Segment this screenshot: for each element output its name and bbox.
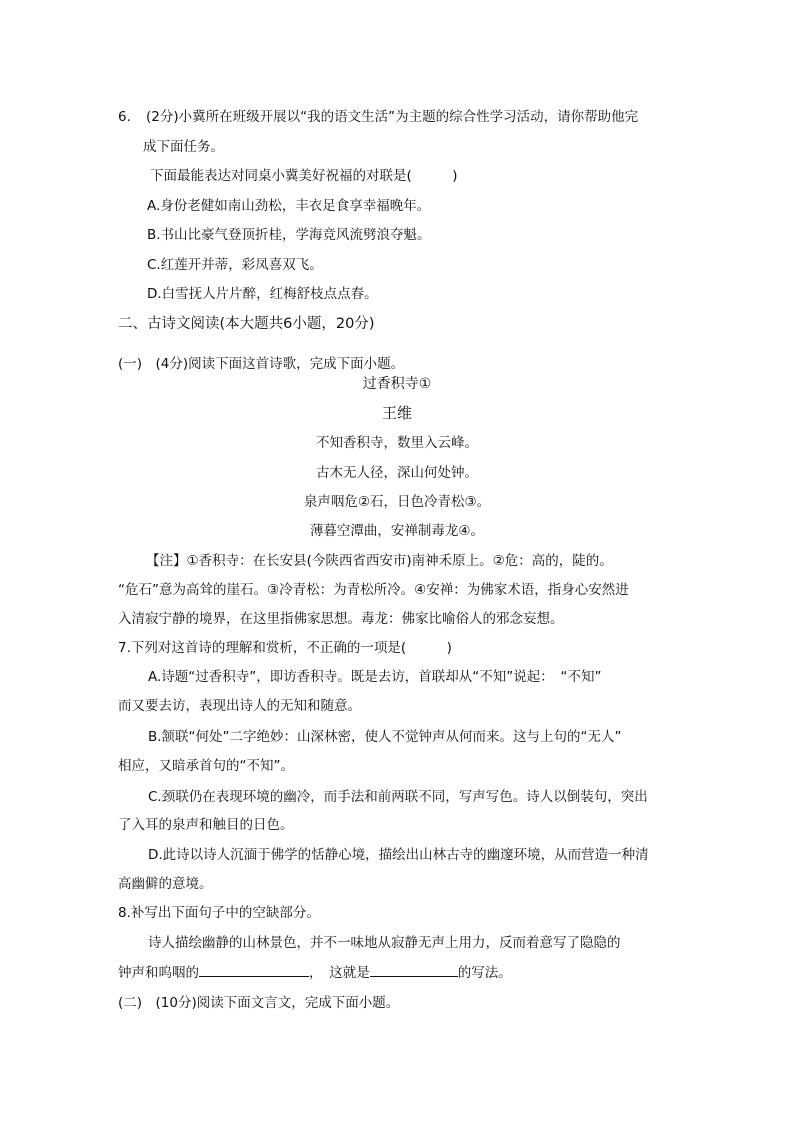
q7-option-d-line-2: 高幽僻的意境。 — [118, 876, 213, 892]
q8-line-2-end: 的写法。 — [457, 965, 512, 981]
poem-line-1: 不知香积寺，数里入云峰。 — [316, 435, 478, 451]
note-line-1: 【注】①香积寺：在长安县(今陕西省西安市)南神禾原上。②危：高的，陡的。 — [146, 553, 613, 569]
q6-option-c: C.红莲开并蒂，彩凤喜双飞。 — [147, 257, 323, 273]
q7-option-c-line-1: C.颈联仍在表现环境的幽冷，而手法和前两联不同，写声写色。诗人以倒装句，突出 — [148, 789, 648, 805]
q7-option-b-line-1: B.颔联“何处”二字绝妙：山深林密，使人不觉钟声从何而来。这与上句的“无人” — [148, 729, 622, 745]
q8-answer-blank-1[interactable] — [199, 962, 309, 977]
q8-line-2-start: 钟声和呜咽的 — [118, 965, 199, 981]
section-2-heading: 二、古诗文阅读(本大题共6小题，20分) — [118, 316, 375, 332]
q6-stem-line-1: (2分)小冀所在班级开展以“我的语文生活”为主题的综合性学习活动，请你帮助他完 — [146, 109, 639, 125]
q8-answer-blank-2[interactable] — [370, 962, 458, 977]
part-2-intro: (二) (10分)阅读下面文言文，完成下面小题。 — [118, 995, 400, 1011]
poem-line-4: 薄暮空潭曲，安禅制毒龙④。 — [309, 523, 485, 539]
q8-line-2-middle: ， 这就是 — [309, 965, 370, 981]
q6-option-b: B.书山比豪气登顶折桂，学海竞风流劈浪夺魁。 — [147, 227, 431, 243]
q7-option-a-line-2: 而又要去访，表现出诗人的无知和随意。 — [118, 698, 361, 714]
part-1-intro: (一) (4分)阅读下面这首诗歌，完成下面小题。 — [118, 356, 405, 372]
q7-option-c-line-2: 了入耳的泉声和触目的日色。 — [118, 817, 294, 833]
poem-author: 王维 — [381, 404, 412, 422]
poem-line-2: 古木无人径，深山何处钟。 — [316, 465, 478, 481]
q6-number: 6. — [118, 109, 131, 125]
q7-stem: 7.下列对这首诗的理解和赏析，不正确的一项是( ) — [118, 640, 452, 656]
q6-option-d: D.白雪抚人片片醉，红梅舒枝点点春。 — [147, 286, 378, 302]
poem-line-3: 泉声咽危②石，日色冷青松③。 — [303, 494, 491, 510]
note-line-2: “危石”意为高耸的崖石。③冷青松：为青松所冷。④安禅：为佛家术语，指身心安然进 — [118, 582, 629, 598]
q8-line-2 — [118, 962, 512, 983]
poem-title: 过香积寺① — [362, 376, 432, 392]
note-line-3: 入清寂宁静的境界，在这里指佛家思想。毒龙：佛家比喻俗人的邪念妄想。 — [118, 611, 564, 627]
q8-stem: 8.补写出下面句子中的空缺部分。 — [118, 905, 320, 921]
q6-option-a: A.身份老健如南山劲松，丰衣足食享幸福晚年。 — [147, 198, 431, 214]
q6-prompt: 下面最能表达对同桌小冀美好祝福的对联是( ) — [150, 168, 458, 184]
q7-option-a-line-1: A.诗题“过香积寺”，即访香积寺。既是去访，首联却从“不知”说起： “不知” — [148, 669, 602, 685]
q6-stem-line-2: 成下面任务。 — [143, 139, 224, 155]
q7-option-d-line-1: D.此诗以诗人沉湎于佛学的恬静心境，描绘出山林古寺的幽邃环境，从而营造一种清 — [148, 847, 649, 863]
q8-line-1: 诗人描绘幽静的山林景色，并不一味地从寂静无声上用力，反而着意写了隐隐的 — [148, 935, 621, 951]
q7-option-b-line-2: 相应，又暗承首句的“不知”。 — [118, 758, 294, 774]
